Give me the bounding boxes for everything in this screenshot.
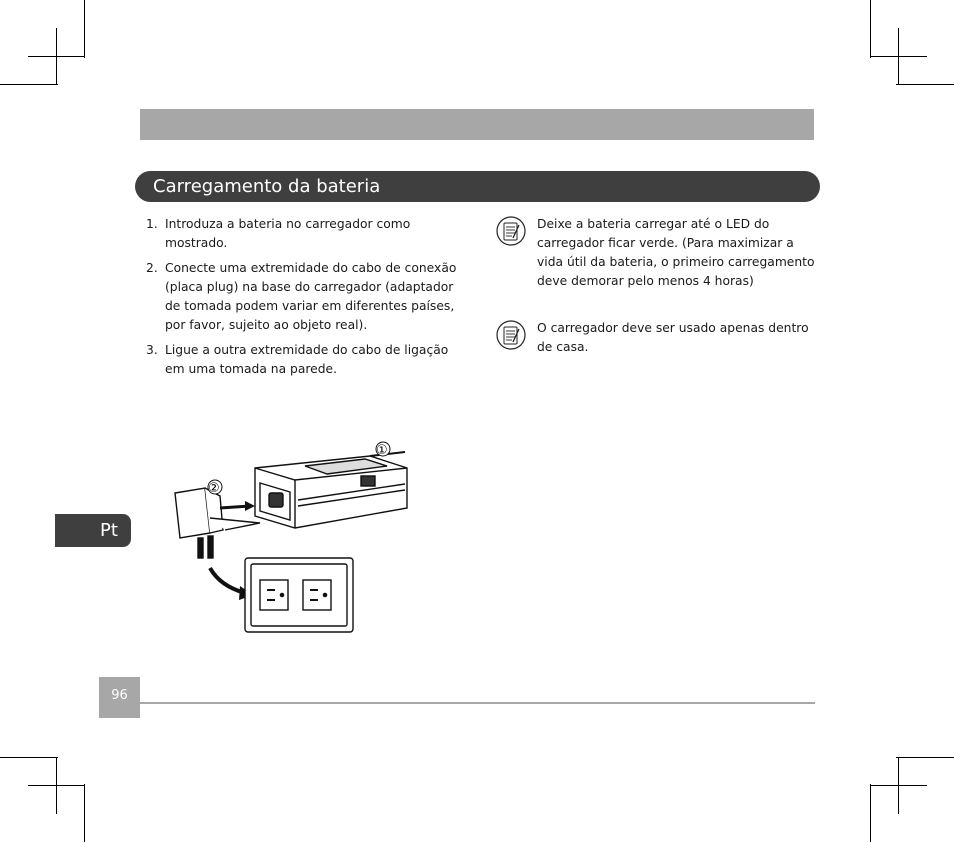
step-number: 3. — [146, 343, 158, 357]
crop-mark — [870, 56, 927, 57]
crop-mark — [84, 0, 85, 58]
callout-1: ① — [376, 443, 388, 458]
note-icon — [496, 320, 526, 350]
page-number-box — [99, 677, 140, 718]
plug-in-arrow — [210, 568, 245, 593]
crop-mark — [28, 785, 85, 786]
step-item — [146, 341, 466, 379]
language-label: Pt — [100, 520, 118, 541]
step-text: Introduza a bateria no carregador como mostrado. — [165, 217, 411, 250]
section-title: Carregamento da bateria — [153, 176, 381, 197]
crop-mark — [0, 757, 58, 758]
top-gray-bar — [140, 109, 814, 140]
note-text: Deixe a bateria carregar até o LED do carregador ficar verde. (Para maximizar a vida útil da bateria, o primeiro carregamento deve demorar pelo menos 4 horas) — [537, 217, 815, 288]
steps-list — [146, 215, 466, 385]
page-number: 96 — [111, 688, 128, 703]
crop-mark — [870, 784, 871, 842]
crop-mark — [28, 56, 85, 57]
callout-2: ② — [208, 481, 220, 496]
crop-mark — [870, 0, 871, 58]
plug-adaptor — [175, 488, 260, 558]
crop-mark — [896, 757, 954, 758]
note-icon — [496, 216, 526, 246]
crop-mark — [870, 785, 927, 786]
crop-mark — [896, 84, 954, 85]
step-text: Conecte uma extremidade do cabo de conexão (placa plug) na base do carregador (adaptador de tomada podem variar em diferentes países, por favor, sujeito ao objeto real). — [165, 261, 457, 332]
step-number: 2. — [146, 261, 158, 275]
footer-rule — [140, 702, 815, 704]
note-block — [496, 215, 816, 291]
charger-illustration — [165, 438, 420, 638]
crop-mark — [0, 84, 58, 85]
language-tab — [55, 514, 131, 547]
wall-outlet — [245, 558, 353, 632]
charger-body — [255, 456, 407, 528]
step-item — [146, 259, 466, 335]
section-header — [135, 171, 820, 202]
step-number: 1. — [146, 217, 158, 231]
step-text: Ligue a outra extremidade do cabo de ligação em uma tomada na parede. — [165, 343, 449, 376]
crop-mark — [84, 784, 85, 842]
note-block — [496, 319, 816, 357]
step-item — [146, 215, 466, 253]
note-text: O carregador deve ser usado apenas dentro de casa. — [537, 321, 809, 354]
